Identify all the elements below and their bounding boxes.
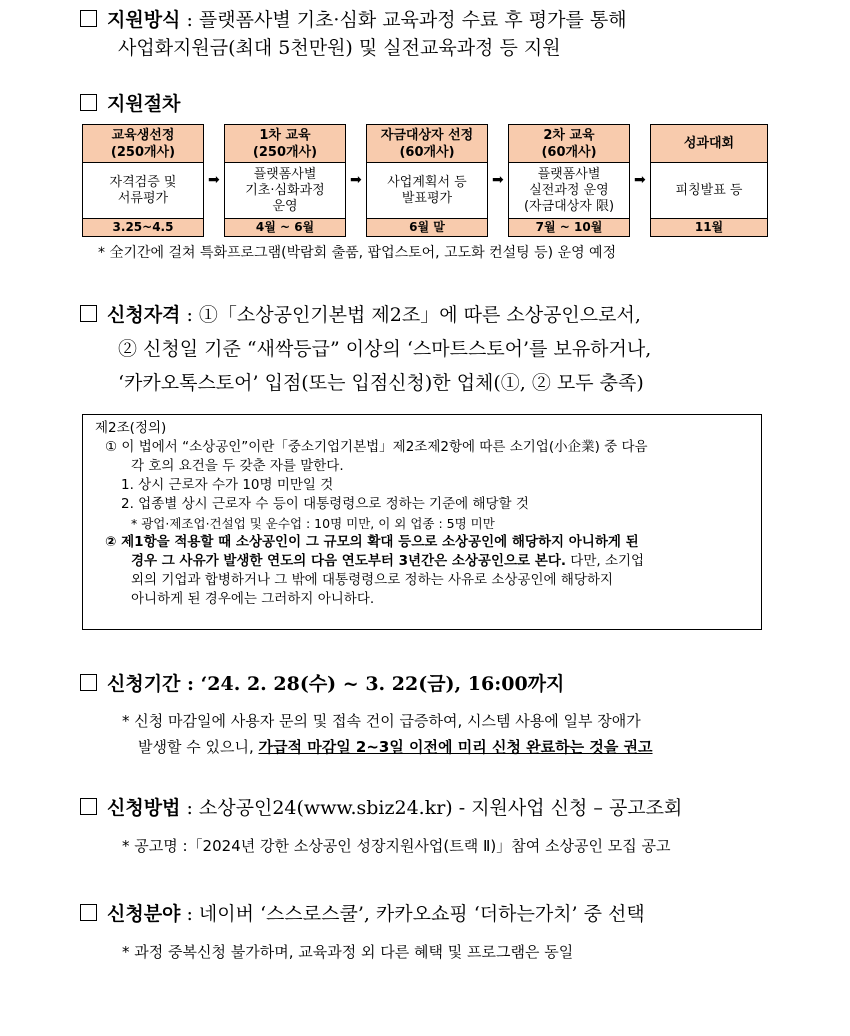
step-box [650, 124, 768, 237]
step-count: (60개사) [399, 144, 455, 160]
period-note-emphasis: 가급적 마감일 2~3일 이전에 미리 신청 완료하는 것을 권고 [258, 738, 653, 756]
step-desc: 서류평가 [117, 190, 169, 206]
section-title: 신청기간 [107, 673, 181, 695]
section-text: : 플랫폼사별 기초·심화 교육과정 수료 후 평가를 통해 [180, 9, 627, 31]
section-title: 신청방법 [107, 797, 181, 819]
definition-text: 아니하게 된 경우에는 그러하지 아니하다. [131, 591, 375, 607]
section-title: 지원방식 [107, 9, 181, 31]
definition-text-bold: 경우 그 사유가 발생한 연도의 다음 연도부터 3년간은 소상공인으로 본다. [131, 553, 567, 569]
section-value: : ‘24. 2. 28(수) ~ 3. 22(금), 16:00까지 [180, 673, 565, 695]
step-desc: 운영 [272, 198, 298, 214]
section-value: : 네이버 ‘스스로스쿨’, 카카오쇼핑 ‘더하는가치’ 중 선택 [180, 903, 645, 925]
field-note: * 과정 중복신청 불가하며, 교육과정 외 다른 혜택 및 프로그램은 동일 [122, 943, 574, 961]
section-support-procedure [80, 90, 810, 118]
period-note: * 신청 마감일에 사용자 문의 및 접속 건이 급증하여, 시스템 사용에 일부 장애가 [122, 712, 641, 730]
checkbox-square-icon [80, 94, 97, 111]
step-desc: 플랫폼사별 [253, 166, 317, 182]
step-desc: 발표평가 [401, 190, 453, 206]
step-count: (250개사) [110, 144, 176, 160]
step-desc: (자금대상자 限) [523, 198, 615, 214]
checkbox-square-icon [80, 305, 97, 322]
step-date: 7월 ~ 10월 [509, 218, 629, 236]
step-title: 1차 교육 [259, 127, 311, 143]
definition-title: 제2조(정의) [95, 420, 167, 436]
checkbox-square-icon [80, 904, 97, 921]
arrow-right-icon: ➡ [208, 172, 220, 188]
section-text: ‘카카오톡스토어’ 입점(또는 입점신청)한 업체(①, ② 모두 충족) [118, 372, 644, 394]
step-desc: 기초·심화과정 [245, 182, 325, 198]
definition-text: 외의 기업과 합병하거나 그 밖에 대통령령으로 정하는 사유로 소상공인에 해당하지 [131, 572, 614, 588]
arrow-right-icon: ➡ [634, 172, 646, 188]
step-date: 11월 [651, 218, 767, 236]
step-box [508, 124, 630, 237]
procedure-steps [82, 124, 768, 237]
section-eligibility [80, 300, 810, 398]
section-title: 신청분야 [107, 903, 181, 925]
arrow-right-icon: ➡ [350, 172, 362, 188]
step-date: 4월 ~ 6월 [225, 218, 345, 236]
step-title: 2차 교육 [543, 127, 595, 143]
step-box [224, 124, 346, 237]
step-box [82, 124, 204, 237]
step-title: 자금대상자 선정 [380, 127, 474, 143]
section-application-method [80, 794, 810, 858]
definition-text: 각 호의 요건을 두 갖춘 자를 말한다. [131, 458, 344, 474]
section-application-field [80, 900, 810, 964]
step-date: 3.25~4.5 [83, 218, 203, 236]
procedure-note: * 全기간에 걸쳐 특화프로그램(박람회 출품, 팝업스토어, 고도화 컨설팅 등) 운영 예정 [98, 245, 617, 261]
step-desc: 자격검증 및 [109, 174, 177, 190]
checkbox-square-icon [80, 798, 97, 815]
section-title: 신청자격 [107, 304, 181, 326]
step-box [366, 124, 488, 237]
step-date: 6월 말 [367, 218, 487, 236]
arrow-right-icon: ➡ [492, 172, 504, 188]
step-title: 교육생선정 [111, 127, 175, 143]
section-title: 지원절차 [107, 93, 181, 115]
step-desc: 플랫폼사별 [537, 166, 601, 182]
section-text: : ①「소상공인기본법 제2조」에 따른 소상공인으로서, [180, 304, 641, 326]
section-value: : 소상공인24(www.sbiz24.kr) - 지원사업 신청 – 공고조회 [180, 797, 683, 819]
definition-text: 다만, 소기업 [566, 553, 645, 569]
section-text: 사업화지원금(최대 5천만원) 및 실전교육과정 등 지원 [118, 37, 561, 59]
definition-item: 1. 상시 근로자 수가 10명 미만일 것 [121, 477, 334, 493]
checkbox-square-icon [80, 674, 97, 691]
method-note: * 공고명 :「2024년 강한 소상공인 성장지원사업(트랙 Ⅱ)」참여 소상공인 모집 공고 [122, 837, 671, 855]
step-desc: 실전과정 운영 [529, 182, 609, 198]
definition-box [82, 414, 762, 630]
definition-item: 2. 업종별 상시 근로자 수 등이 대통령령으로 정하는 기준에 해당할 것 [121, 496, 529, 512]
checkbox-square-icon [80, 10, 97, 27]
step-title: 성과대회 [683, 136, 735, 151]
step-count: (60개사) [541, 144, 597, 160]
step-desc: 피칭발표 등 [675, 182, 743, 198]
definition-note: * 광업·제조업·건설업 및 운수업 : 10명 미만, 이 외 업종 : 5명 미만 [131, 516, 495, 531]
step-count: (250개사) [252, 144, 318, 160]
definition-text-bold: ② 제1항을 적용할 때 소상공인이 그 규모의 확대 등으로 소상공인에 해당하지 아니하게 된 [105, 534, 639, 550]
step-desc: 사업계획서 등 [387, 174, 467, 190]
section-text: ② 신청일 기준 “새싹등급” 이상의 ‘스마트스토어’를 보유하거나, [118, 338, 652, 360]
period-note: 발생할 수 있으니, [138, 738, 259, 756]
definition-text: ① 이 법에서 “소상공인”이란「중소기업기본법」제2조제2항에 따른 소기업(小企業) 중 다음 [105, 439, 648, 455]
section-support-method [80, 6, 810, 62]
section-application-period [80, 670, 810, 760]
